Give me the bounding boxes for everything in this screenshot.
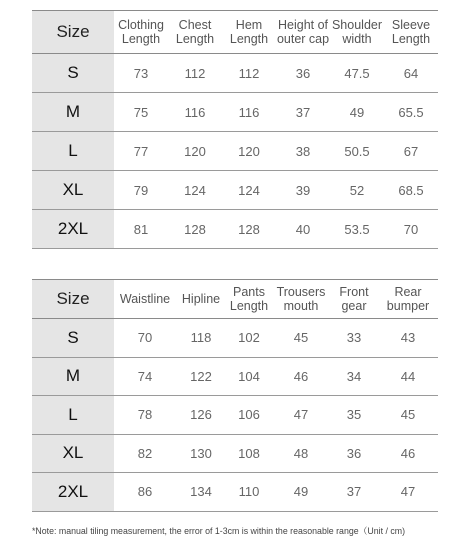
table-cell: 116 [222,93,276,132]
table-cell: 49 [330,93,384,132]
table-cell: 45 [378,396,438,435]
column-header-trousers-mouth: Trousers mouth [272,280,330,319]
size-cell: L [32,132,114,171]
table-cell: 112 [222,54,276,93]
table-cell: 110 [226,473,272,512]
column-header-pants-length: Pants Length [226,280,272,319]
table-cell: 124 [168,171,222,210]
size-cell: S [32,54,114,93]
top-size-table [32,10,438,249]
column-header-height-of-outer-cap: Height of outer cap [276,11,330,54]
table-cell: 50.5 [330,132,384,171]
table-row [32,357,438,396]
top-table-header-row [32,11,438,54]
column-header-chest-length: Chest Length [168,11,222,54]
table-row [32,473,438,512]
table-cell: 116 [168,93,222,132]
column-header-waistline: Waistline [114,280,176,319]
table-cell: 124 [222,171,276,210]
table-cell: 70 [384,210,438,249]
table-cell: 128 [168,210,222,249]
table-cell: 122 [176,357,226,396]
table-cell: 46 [378,434,438,473]
table-row [32,171,438,210]
size-cell: M [32,357,114,396]
table-cell: 47.5 [330,54,384,93]
column-header-hipline: Hipline [176,280,226,319]
table-cell: 78 [114,396,176,435]
table-cell: 128 [222,210,276,249]
table-cell: 112 [168,54,222,93]
size-cell: XL [32,171,114,210]
table-cell: 73 [114,54,168,93]
bottom-table-header-row [32,280,438,319]
table-cell: 53.5 [330,210,384,249]
table-cell: 79 [114,171,168,210]
table-cell: 37 [330,473,378,512]
column-header-rear-bumper: Rear bumper [378,280,438,319]
table-cell: 67 [384,132,438,171]
table-cell: 120 [168,132,222,171]
table-cell: 47 [272,396,330,435]
table-row [32,396,438,435]
table-row [32,319,438,358]
size-cell: 2XL [32,210,114,249]
column-header-shoulder-width: Shoulder width [330,11,384,54]
table-cell: 126 [176,396,226,435]
table-row [32,210,438,249]
table-cell: 48 [272,434,330,473]
table-cell: 46 [272,357,330,396]
table-cell: 77 [114,132,168,171]
size-cell: M [32,93,114,132]
table-cell: 44 [378,357,438,396]
table-cell: 37 [276,93,330,132]
size-column-header: Size [32,11,114,54]
table-cell: 39 [276,171,330,210]
table-row [32,93,438,132]
table-cell: 130 [176,434,226,473]
table-cell: 49 [272,473,330,512]
table-cell: 47 [378,473,438,512]
table-cell: 82 [114,434,176,473]
size-cell: L [32,396,114,435]
table-cell: 120 [222,132,276,171]
table-row [32,434,438,473]
table-cell: 102 [226,319,272,358]
size-cell: XL [32,434,114,473]
table-cell: 34 [330,357,378,396]
table-cell: 64 [384,54,438,93]
column-header-clothing-length: Clothing Length [114,11,168,54]
column-header-hem-length: Hem Length [222,11,276,54]
table-cell: 70 [114,319,176,358]
size-cell: S [32,319,114,358]
size-cell: 2XL [32,473,114,512]
table-cell: 81 [114,210,168,249]
table-cell: 86 [114,473,176,512]
table-cell: 68.5 [384,171,438,210]
table-cell: 36 [330,434,378,473]
table-cell: 108 [226,434,272,473]
table-cell: 38 [276,132,330,171]
size-column-header: Size [32,280,114,319]
bottom-size-table [32,279,438,512]
table-cell: 75 [114,93,168,132]
table-cell: 36 [276,54,330,93]
table-row [32,132,438,171]
table-cell: 74 [114,357,176,396]
table-cell: 104 [226,357,272,396]
table-cell: 33 [330,319,378,358]
column-header-sleeve-length: Sleeve Length [384,11,438,54]
column-header-front-gear: Front gear [330,280,378,319]
table-cell: 118 [176,319,226,358]
table-cell: 43 [378,319,438,358]
table-cell: 106 [226,396,272,435]
measurement-note: *Note: manual tiling measurement, the error of 1-3cm is within the reasonable range（Unit / cm) [32,526,406,536]
table-cell: 134 [176,473,226,512]
table-cell: 52 [330,171,384,210]
table-cell: 35 [330,396,378,435]
table-cell: 45 [272,319,330,358]
table-cell: 40 [276,210,330,249]
table-row [32,54,438,93]
table-cell: 65.5 [384,93,438,132]
